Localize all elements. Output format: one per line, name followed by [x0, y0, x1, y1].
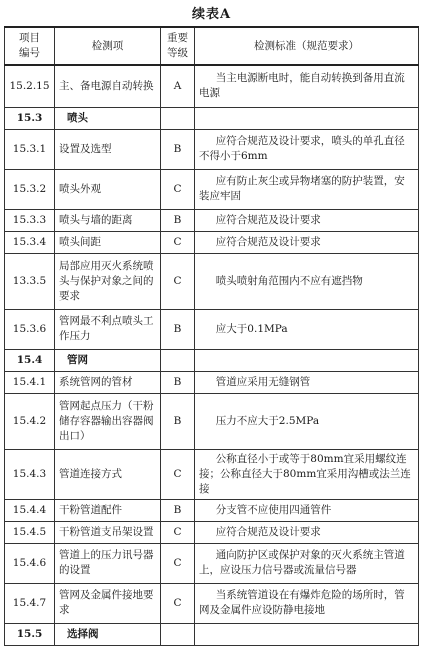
- cell-item: 喷头外观: [55, 169, 161, 209]
- cell-grade: A: [161, 65, 195, 107]
- cell-standard: 公称直径小于或等于80mm宜采用螺纹连接；公称直径大于80mm宜采用沟槽或法兰连接: [195, 449, 419, 499]
- cell-code: 15.3.1: [5, 129, 55, 169]
- cell-code: 15.4.1: [5, 371, 55, 393]
- cell-item: 管道连接方式: [55, 449, 161, 499]
- section-row: [5, 623, 419, 645]
- table-row: [5, 521, 419, 543]
- table-row: [5, 309, 419, 349]
- cell-code: 15.3.3: [5, 209, 55, 231]
- header-item: 检测项: [55, 27, 161, 65]
- cell-item: 管道上的压力讯号器的设置: [55, 543, 161, 583]
- table-body: [5, 65, 419, 645]
- cell-item: 喷头: [55, 107, 161, 129]
- cell-grade: [161, 349, 195, 371]
- cell-standard: [195, 349, 419, 371]
- section-row: [5, 107, 419, 129]
- table-row: [5, 393, 419, 449]
- cell-standard: 应符合规范及设计要求: [195, 521, 419, 543]
- cell-code: 15.4.4: [5, 499, 55, 521]
- cell-item: 管网起点压力（干粉储存容器输出容器阀出口）: [55, 393, 161, 449]
- cell-standard: 应符合规范及设计要求: [195, 209, 419, 231]
- cell-item: 干粉管道支吊架设置: [55, 521, 161, 543]
- cell-grade: C: [161, 543, 195, 583]
- cell-item: 主、备电源自动转换: [55, 65, 161, 107]
- cell-grade: B: [161, 129, 195, 169]
- cell-standard: 通向防护区或保护对象的灭火系统主管道上，应设压力信号器或流量信号器: [195, 543, 419, 583]
- cell-code: 15.3: [5, 107, 55, 129]
- cell-item: 管网: [55, 349, 161, 371]
- cell-standard: 当系统管道设在有爆炸危险的场所时，管网及金属件应设防静电接地: [195, 583, 419, 623]
- cell-code: 15.2.15: [5, 65, 55, 107]
- cell-standard: 喷头喷射角范围内不应有遮挡物: [195, 253, 419, 309]
- table-row: [5, 253, 419, 309]
- table-title: 续表A: [191, 7, 232, 22]
- cell-grade: B: [161, 209, 195, 231]
- cell-item: 管网及金属件接地要求: [55, 583, 161, 623]
- table-header: [5, 27, 419, 65]
- cell-standard: 应有防止灰尘或异物堵塞的防护装置，安装应牢固: [195, 169, 419, 209]
- table-row: [5, 65, 419, 107]
- cell-item: 系统管网的管材: [55, 371, 161, 393]
- table-row: [5, 129, 419, 169]
- cell-standard: [195, 623, 419, 645]
- cell-standard: 管道应采用无缝钢管: [195, 371, 419, 393]
- cell-standard: 应符合规范及设计要求，喷头的单孔直径不得小于6mm: [195, 129, 419, 169]
- table-row: [5, 499, 419, 521]
- cell-item: 干粉管道配件: [55, 499, 161, 521]
- section-row: [5, 349, 419, 371]
- cell-code: 15.5: [5, 623, 55, 645]
- table-row: [5, 583, 419, 623]
- cell-standard: 压力不应大于2.5MPa: [195, 393, 419, 449]
- cell-code: 15.4.5: [5, 521, 55, 543]
- cell-grade: C: [161, 583, 195, 623]
- header-code: 项目 编号: [5, 27, 55, 65]
- cell-code: 15.4.2: [5, 393, 55, 449]
- cell-grade: B: [161, 309, 195, 349]
- cell-code: 15.4.6: [5, 543, 55, 583]
- cell-grade: [161, 107, 195, 129]
- header-standard: 检测标准（规范要求）: [195, 27, 419, 65]
- cell-grade: C: [161, 253, 195, 309]
- cell-code: 15.3.6: [5, 309, 55, 349]
- cell-code: 15.4.7: [5, 583, 55, 623]
- cell-standard: 当主电源断电时，能自动转换到备用直流电源: [195, 65, 419, 107]
- cell-item: 管网最不利点喷头工作压力: [55, 309, 161, 349]
- cell-grade: [161, 623, 195, 645]
- cell-standard: [195, 107, 419, 129]
- table-row: [5, 371, 419, 393]
- cell-standard: 分支管不应使用四通管件: [195, 499, 419, 521]
- table-row: [5, 169, 419, 209]
- cell-grade: B: [161, 499, 195, 521]
- cell-standard: 应大于0.1MPa: [195, 309, 419, 349]
- cell-item: 设置及选型: [55, 129, 161, 169]
- inspection-table: [4, 26, 419, 646]
- table-row: [5, 209, 419, 231]
- table-row: [5, 543, 419, 583]
- cell-code: 15.3.2: [5, 169, 55, 209]
- cell-item: 喷头间距: [55, 231, 161, 253]
- cell-code: 15.4.3: [5, 449, 55, 499]
- cell-grade: C: [161, 231, 195, 253]
- cell-item: 喷头与墙的距离: [55, 209, 161, 231]
- table-row: [5, 231, 419, 253]
- cell-item: 局部应用灭火系统喷头与保护对象之间的要求: [55, 253, 161, 309]
- table-row: [5, 449, 419, 499]
- cell-grade: C: [161, 521, 195, 543]
- cell-standard: 应符合规范及设计要求: [195, 231, 419, 253]
- cell-grade: C: [161, 169, 195, 209]
- cell-grade: C: [161, 449, 195, 499]
- cell-code: 15.3.4: [5, 231, 55, 253]
- cell-code: 15.4: [5, 349, 55, 371]
- cell-item: 选择阀: [55, 623, 161, 645]
- header-grade: 重要 等级: [161, 27, 195, 65]
- cell-grade: B: [161, 371, 195, 393]
- cell-grade: B: [161, 393, 195, 449]
- cell-code: 13.3.5: [5, 253, 55, 309]
